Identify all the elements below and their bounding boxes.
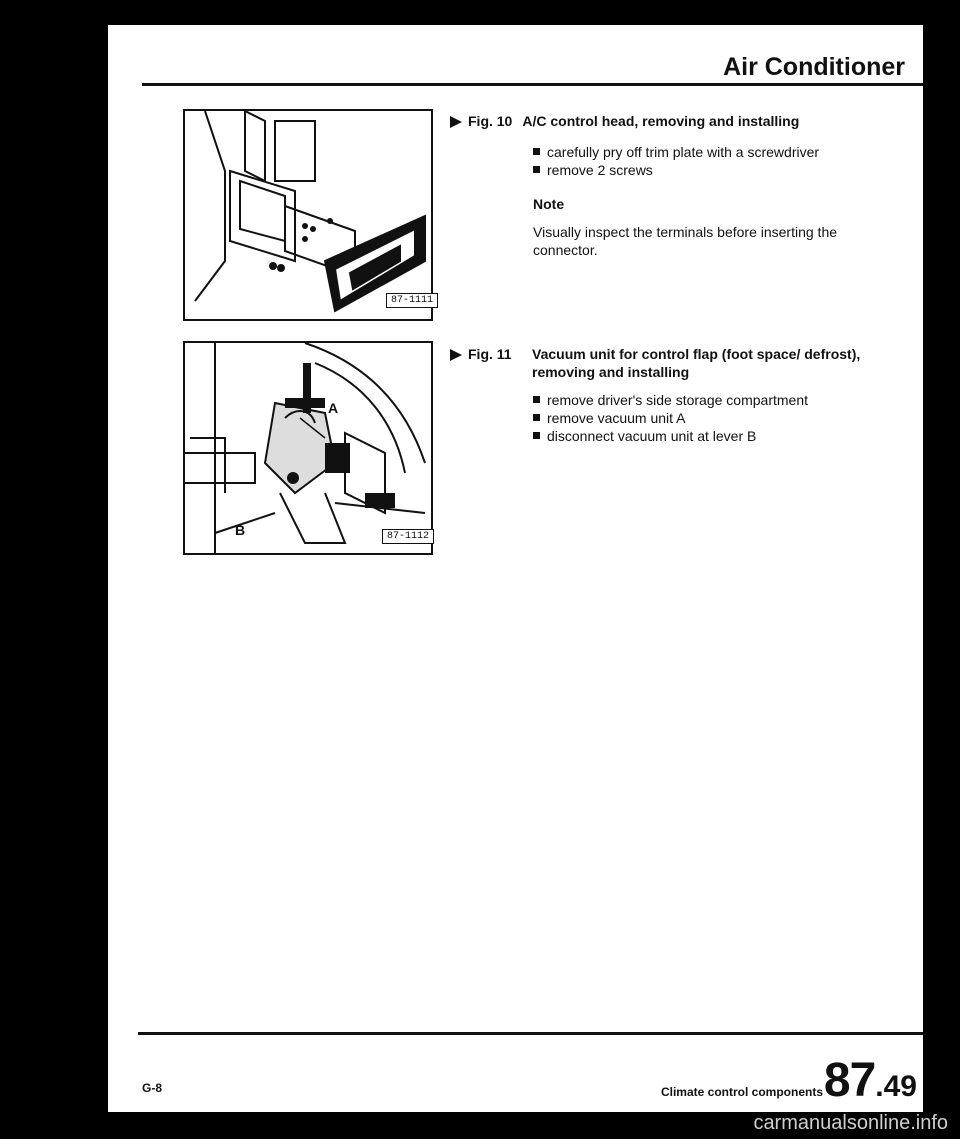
figure-10-caption (450, 112, 870, 130)
figure-11-caption (450, 345, 880, 381)
page-number-minor: .49 (875, 1070, 917, 1103)
manual-page (108, 25, 923, 1112)
footer-section-title: Climate control components (660, 1085, 823, 1099)
page-number-major: 87 (823, 1054, 876, 1107)
figure-11-instructions (533, 391, 873, 445)
list-item: carefully pry off trim plate with a screwdriver (533, 143, 863, 161)
callout-b: B (235, 522, 246, 538)
list-item: remove vacuum unit A (533, 409, 873, 427)
figure-10-illustration (183, 109, 433, 321)
note-text: Visually inspect the terminals before inserting the connector. (533, 224, 838, 258)
figure-11-steps (533, 391, 873, 445)
note-heading: Note (533, 196, 565, 212)
figure-10-label: 87-1111 (386, 293, 438, 308)
header-rule (142, 83, 923, 86)
figure-10-instructions (533, 143, 863, 259)
figure-10-title: A/C control head, removing and installing (522, 113, 800, 129)
callout-a: A (328, 400, 339, 416)
list-item: remove driver's side storage compartment (533, 391, 873, 409)
page-number (824, 1053, 917, 1108)
page-header-title: Air Conditioner (723, 53, 905, 81)
figure-11-title: Vacuum unit for control flap (foot space/ defrost), removing and installing (532, 346, 861, 380)
figure-11-illustration (183, 341, 433, 555)
arrow-right-icon (450, 116, 462, 128)
figure-10-steps (533, 143, 863, 179)
footer-rule (138, 1032, 923, 1035)
figure-10-number: Fig. 10 (468, 113, 513, 129)
watermark: carmanualsonline.info (753, 1112, 948, 1134)
list-item: disconnect vacuum unit at lever B (533, 427, 873, 445)
arrow-right-icon (450, 349, 462, 361)
figure-11-number: Fig. 11 (468, 346, 512, 362)
list-item: remove 2 screws (533, 161, 863, 179)
footer-code: G-8 (142, 1081, 163, 1095)
figure-11-label: 87-1112 (382, 529, 434, 544)
